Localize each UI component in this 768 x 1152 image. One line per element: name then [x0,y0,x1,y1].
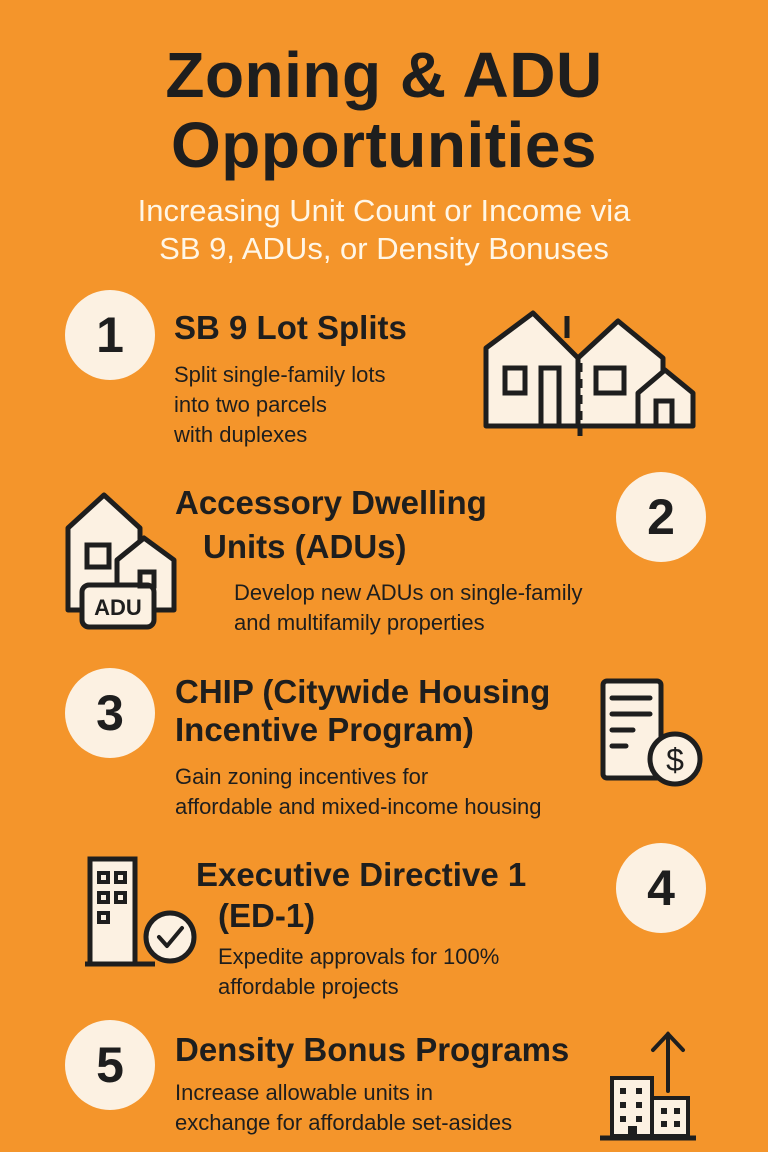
item-3-desc-2: affordable and mixed-income housing [175,794,542,819]
item-2-heading-2: Units (ADUs) [203,528,407,565]
item-5-desc-1: Increase allowable units in [175,1080,434,1105]
number-badge-5: 5 [65,1020,155,1110]
item-4-heading-2: (ED-1) [218,897,316,934]
document-dollar-icon [598,676,708,791]
number-badge-2: 2 [616,472,706,562]
svg-text:ADU: ADU [94,595,142,620]
item-3-heading-2: Incentive Program) [175,711,474,748]
item-2-desc-2: and multifamily properties [234,610,485,635]
item-2-desc-1: Develop new ADUs on single-family [234,580,583,605]
item-4-desc-2: affordable projects [218,974,399,999]
item-3-desc-1: Gain zoning incentives for [175,764,429,789]
subtitle-line-2: SB 9, ADUs, or Density Bonuses [159,231,609,266]
lot-split-houses-icon [478,308,698,443]
item-2-heading-1: Accessory Dwelling [175,484,487,521]
item-4-desc-1: Expedite approvals for 100% [218,944,500,969]
subtitle [0,192,768,268]
item-1-desc-2: into two parcels [174,392,327,417]
item-4-heading-1: Executive Directive 1 [196,856,527,893]
number-badge-3: 3 [65,668,155,758]
number-badge-4: 4 [616,843,706,933]
item-1-desc-3: with duplexes [174,422,308,447]
building-check-icon [85,855,205,970]
page-title [0,40,768,180]
item-3-heading-1: CHIP (Citywide Housing [175,673,551,710]
item-5-heading: Density Bonus Programs [175,1031,570,1068]
item-1-desc-1: Split single-family lots [174,362,386,387]
buildings-arrow-up-icon [598,1028,698,1143]
title-line-2: Opportunities [170,109,598,181]
item-5-desc-2: exchange for affordable set-asides [175,1110,513,1135]
title-line-1: Zoning & ADU [165,39,603,111]
subtitle-line-1: Increasing Unit Count or Income via [137,193,631,228]
svg-text:$: $ [666,742,684,778]
number-badge-1: 1 [65,290,155,380]
item-1-heading: SB 9 Lot Splits [174,309,407,346]
